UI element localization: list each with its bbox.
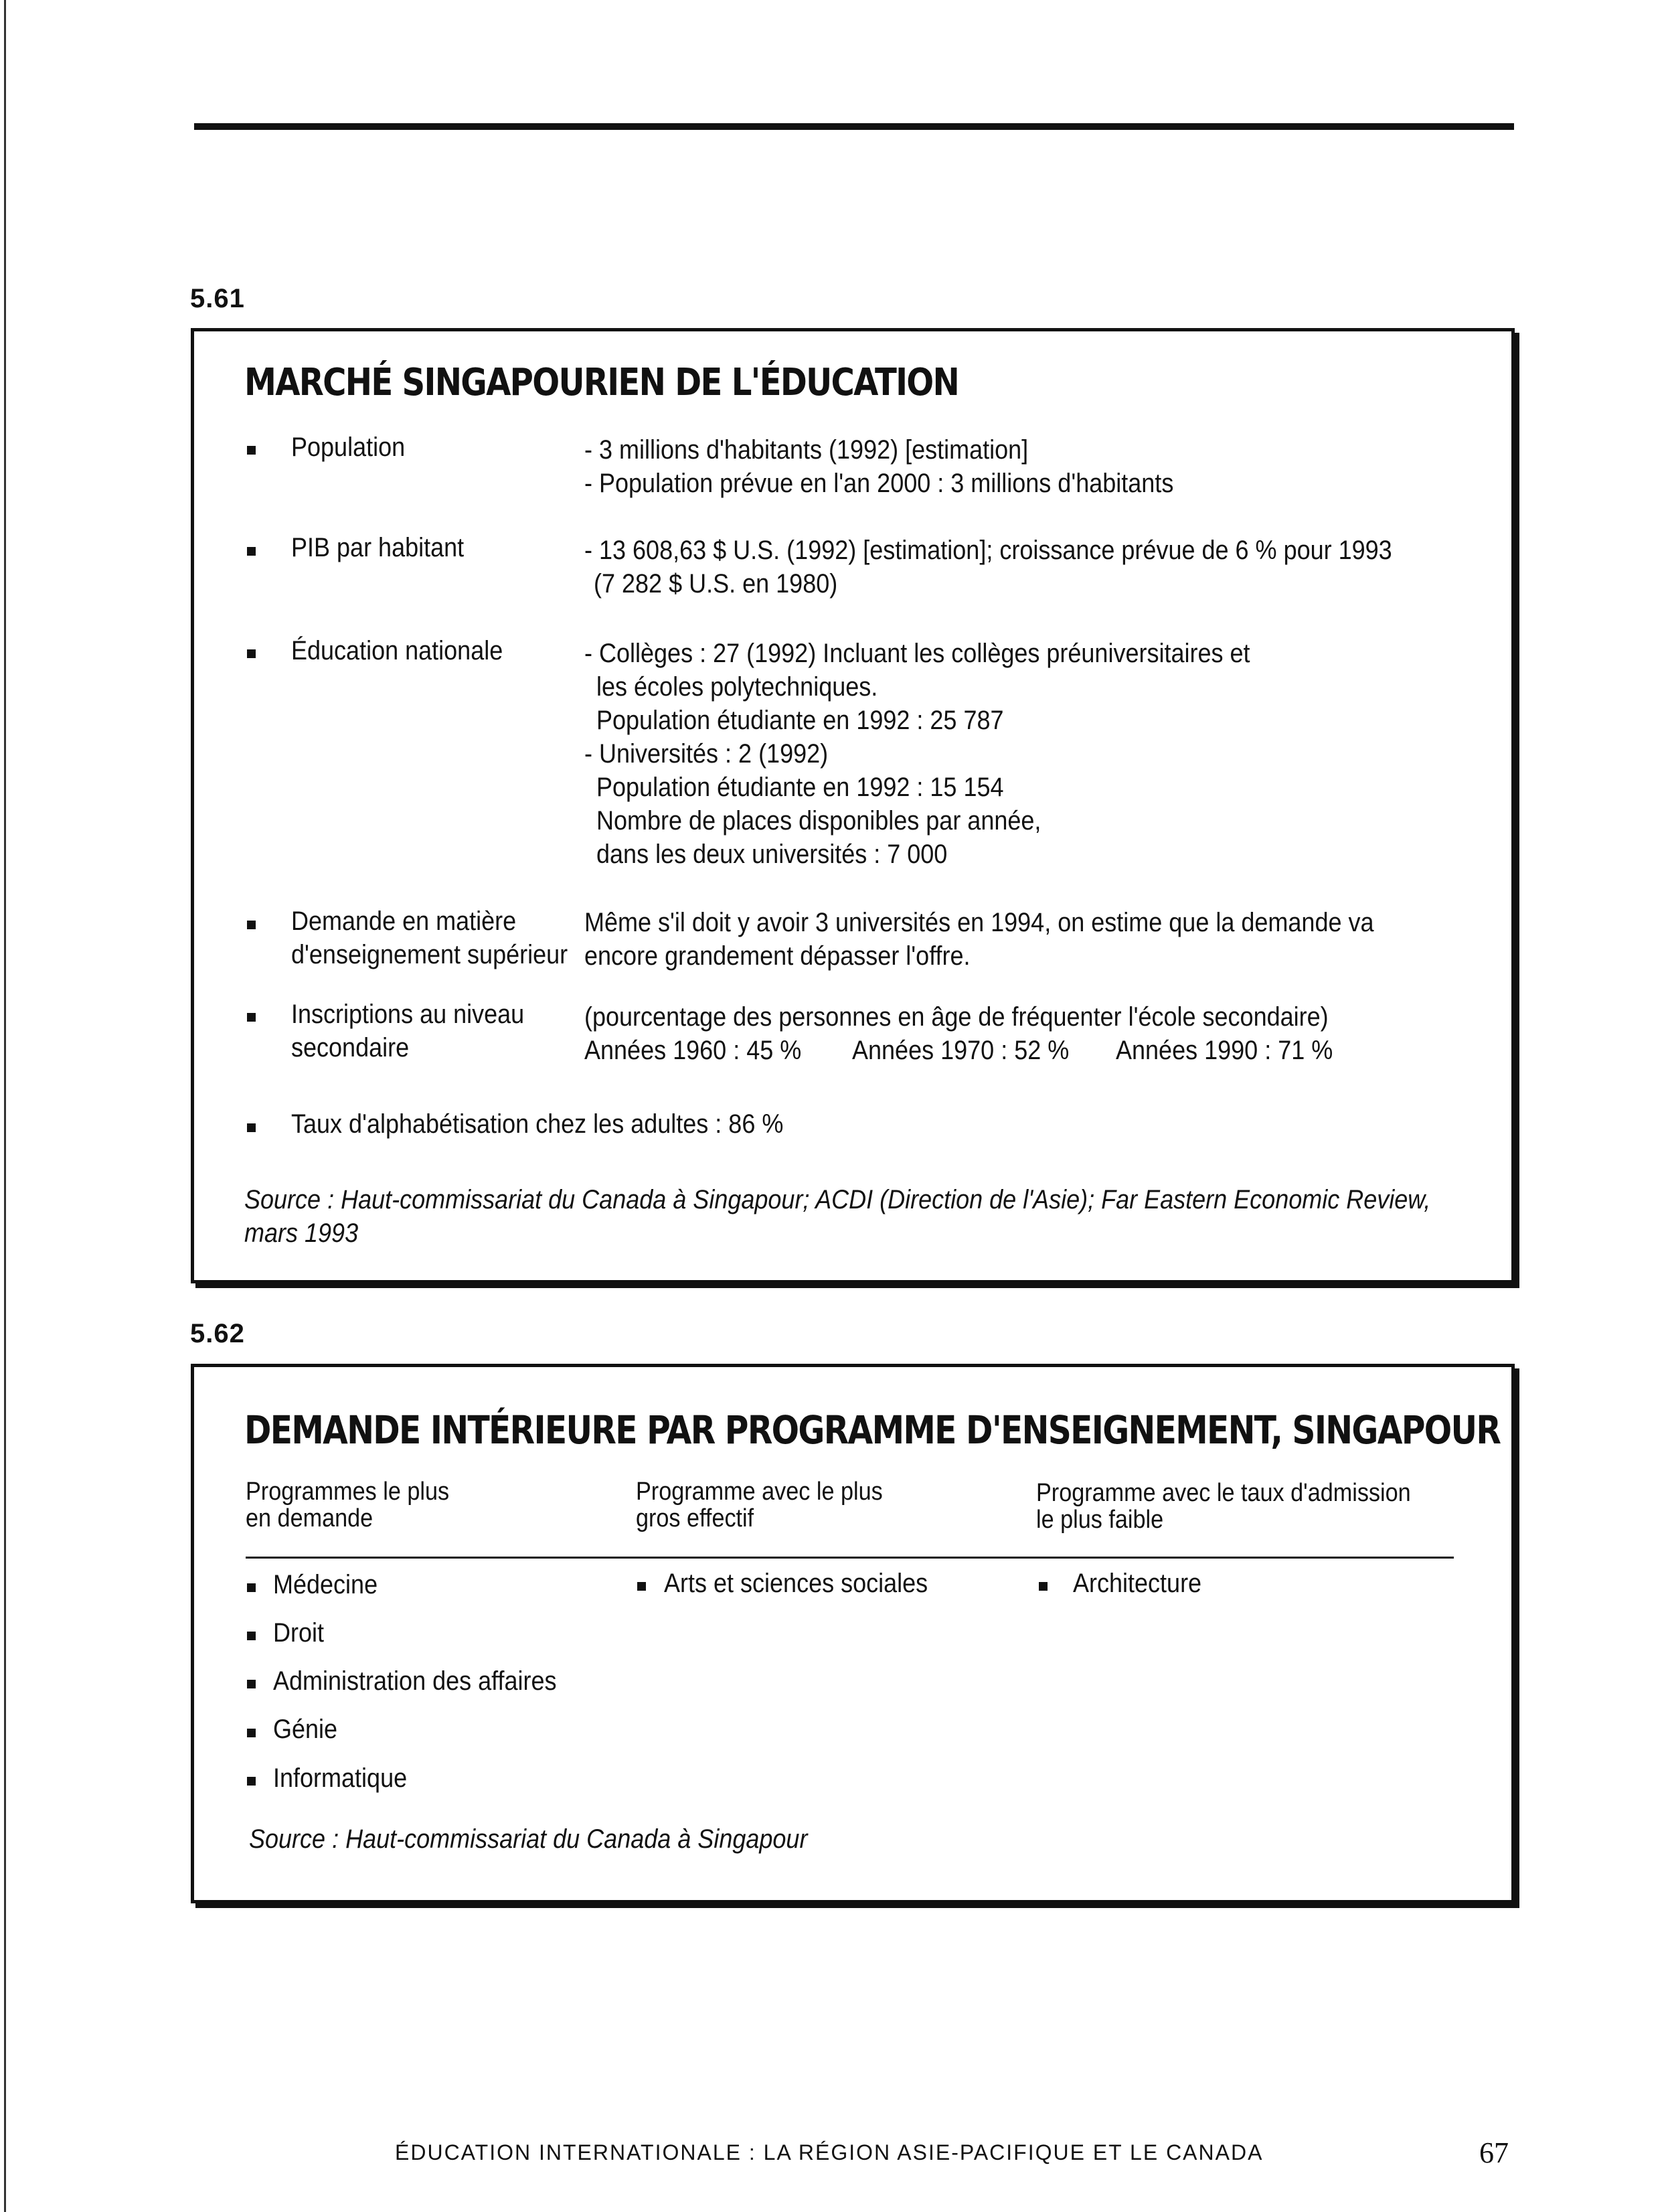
row-value-line: Même s'il doit y avoir 3 universités en 1994, on estime que la demande va: [584, 908, 1374, 937]
row-label-enrolment: Inscriptions au niveau: [291, 1000, 525, 1029]
bullet-icon: [247, 1013, 256, 1022]
list-item: Médecine: [273, 1570, 378, 1599]
bullet-icon: [247, 1680, 256, 1688]
row-value-line: - Collèges : 27 (1992) Incluant les collèges préuniversitaires et: [584, 639, 1250, 668]
education-market-box: [191, 328, 1515, 1283]
list-item: Administration des affaires: [273, 1666, 557, 1696]
row-value-line: - Population prévue en l'an 2000 : 3 millions d'habitants: [584, 469, 1174, 498]
box-title: MARCHÉ SINGAPOURIEN DE L'ÉDUCATION: [244, 361, 959, 404]
row-value-line: - 3 millions d'habitants (1992) [estimation]: [584, 435, 1029, 465]
row-label-gdp: PIB par habitant: [291, 533, 465, 562]
source-note: Source : Haut-commissariat du Canada à Singapour: [249, 1824, 808, 1854]
bullet-icon: [247, 1583, 256, 1592]
row-label-national-education: Éducation nationale: [291, 636, 503, 665]
list-item: Informatique: [273, 1763, 408, 1793]
enrolment-1970: Années 1970 : 52 %: [852, 1036, 1070, 1065]
program-demand-box: [191, 1364, 1515, 1903]
column-header-most-demand-2: en demande: [246, 1504, 373, 1532]
bullet-icon: [637, 1582, 646, 1591]
bullet-icon: [247, 446, 256, 455]
top-rule: [194, 123, 1514, 130]
scan-left-edge: [4, 0, 6, 2212]
bullet-icon: [247, 1632, 256, 1640]
row-label-enrolment-2: secondaire: [291, 1033, 410, 1062]
list-item: Droit: [273, 1618, 325, 1648]
literacy-rate: Taux d'alphabétisation chez les adultes : 86 %: [291, 1109, 784, 1139]
source-note: Source : Haut-commissariat du Canada à Singapour; ACDI (Direction de l'Asie); Far Eastern Economic Review,: [244, 1185, 1431, 1214]
row-value-line: Population étudiante en 1992 : 25 787: [596, 706, 1004, 735]
row-label-demand: Demande en matière: [291, 906, 517, 936]
column-header-largest-enrolment: Programme avec le plus: [636, 1478, 883, 1506]
column-header-lowest-admission: Programme avec le taux d'admission: [1036, 1479, 1411, 1507]
source-note-2: mars 1993: [244, 1218, 359, 1248]
column-header-lowest-admission-2: le plus faible: [1036, 1506, 1164, 1534]
section-number-5-61: 5.61: [190, 284, 245, 313]
row-value-line: (pourcentage des personnes en âge de fréquenter l'école secondaire): [584, 1002, 1329, 1032]
bullet-icon: [247, 921, 256, 929]
page-number: 67: [1479, 2136, 1509, 2169]
enrolment-1960: Années 1960 : 45 %: [584, 1036, 802, 1065]
enrolment-1990: Années 1990 : 71 %: [1116, 1036, 1333, 1065]
row-label-population: Population: [291, 432, 406, 462]
section-number-5-62: 5.62: [190, 1319, 245, 1348]
column-header-largest-enrolment-2: gros effectif: [636, 1504, 754, 1532]
bullet-icon: [247, 649, 256, 658]
list-item: Arts et sciences sociales: [664, 1569, 928, 1598]
bullet-icon: [247, 1777, 256, 1786]
row-value-line: - 13 608,63 $ U.S. (1992) [estimation]; croissance prévue de 6 % pour 1993: [584, 536, 1392, 565]
bullet-icon: [1039, 1582, 1048, 1591]
list-item: Architecture: [1073, 1569, 1202, 1598]
bullet-icon: [247, 547, 256, 556]
row-label-demand-2: d'enseignement supérieur: [291, 940, 568, 969]
row-value-line: les écoles polytechniques.: [596, 672, 878, 702]
row-value-line: (7 282 $ U.S. en 1980): [594, 569, 838, 599]
row-value-line: dans les deux universités : 7 000: [596, 840, 948, 869]
bullet-icon: [247, 1123, 256, 1132]
column-header-most-demand: Programmes le plus: [246, 1478, 450, 1506]
running-footer: ÉDUCATION INTERNATIONALE : LA RÉGION ASIE-PACIFIQUE ET LE CANADA: [395, 2140, 1264, 2164]
row-value-line: Nombre de places disponibles par année,: [596, 806, 1041, 836]
row-value-line: - Universités : 2 (1992): [584, 739, 829, 769]
box-title: DEMANDE INTÉRIEURE PAR PROGRAMME D'ENSEIGNEMENT, SINGAPOUR: [244, 1407, 1501, 1453]
row-value-line: encore grandement dépasser l'offre.: [584, 941, 971, 971]
bullet-icon: [247, 1729, 256, 1737]
list-item: Génie: [273, 1715, 338, 1744]
row-value-line: Population étudiante en 1992 : 15 154: [596, 773, 1004, 802]
header-rule: [246, 1557, 1454, 1559]
